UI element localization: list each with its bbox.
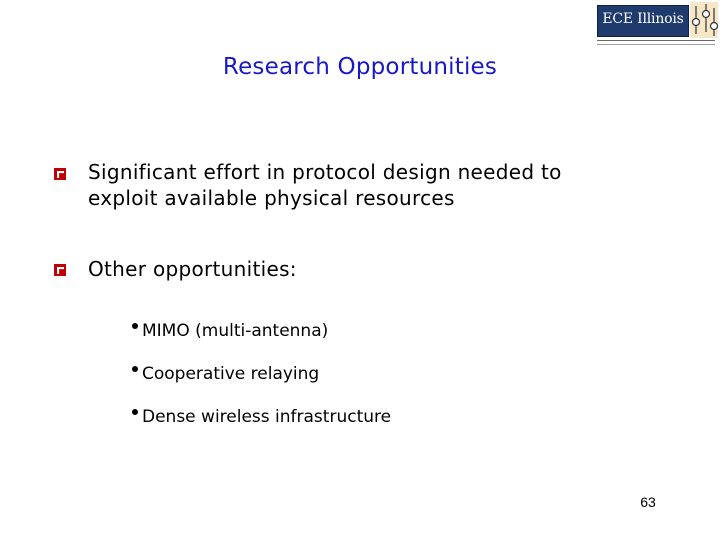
logo-box <box>597 5 689 37</box>
bullet-1-line-1: Significant effort in protocol design needed to <box>88 160 562 184</box>
dot-icon <box>132 323 138 329</box>
bullet-icon <box>54 168 68 182</box>
logo-department-line <box>597 40 715 45</box>
dot-icon <box>132 366 138 372</box>
bullet-1-text <box>88 159 562 211</box>
sub-bullet-1-text: MIMO (multi-antenna) <box>142 321 329 341</box>
dot-icon <box>132 409 138 415</box>
circuit-icon <box>690 2 718 38</box>
bullet-icon <box>54 264 68 278</box>
sub-bullet-2-text: Cooperative relaying <box>142 364 320 384</box>
slide-title: Research Opportunities <box>222 54 498 80</box>
sub-bullet-1 <box>132 320 328 342</box>
sub-bullet-2 <box>132 363 319 385</box>
page-number: 63 <box>640 494 656 510</box>
bullet-1-line-2: exploit available physical resources <box>88 186 455 210</box>
bullet-2-text: Other opportunities: <box>88 257 297 281</box>
sub-bullet-3-text: Dense wireless infrastructure <box>142 407 392 427</box>
logo-text: ECE Illinois <box>602 11 684 27</box>
sub-bullet-3 <box>132 406 391 428</box>
ece-illinois-logo <box>594 2 718 48</box>
